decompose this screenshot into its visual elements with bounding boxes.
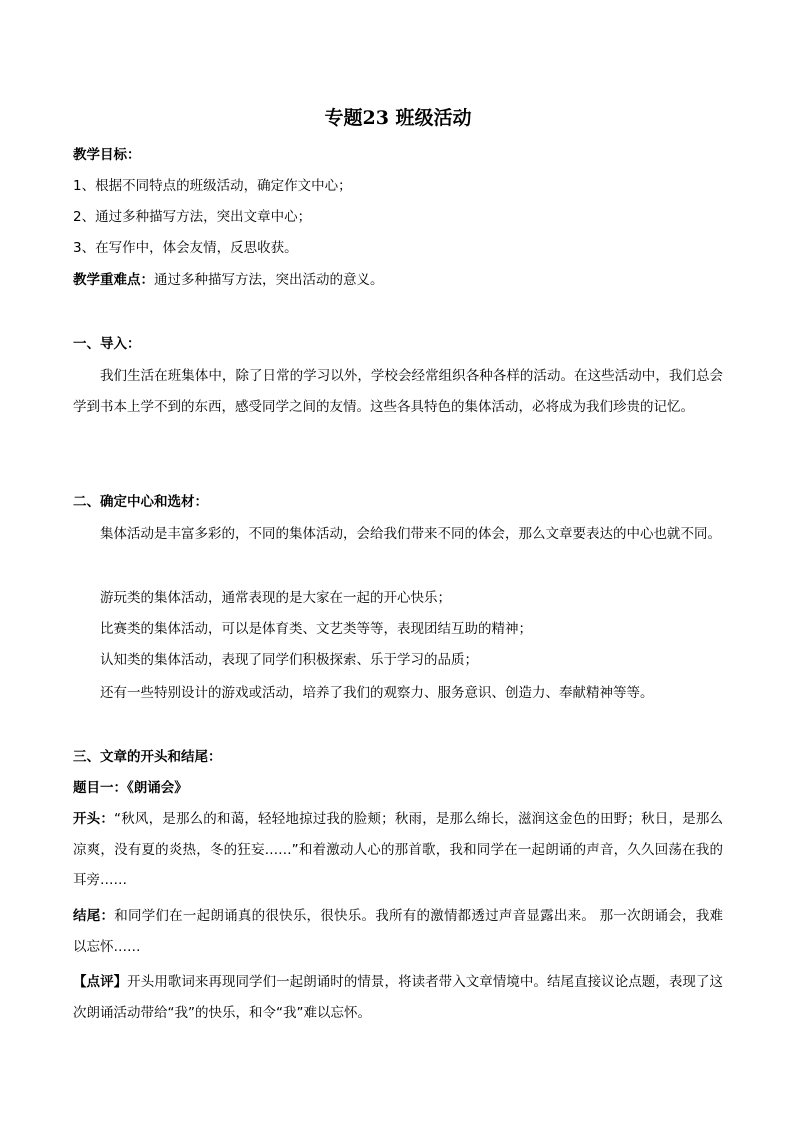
comment-paragraph xyxy=(73,967,723,1028)
key-points-label: 教学重难点： xyxy=(73,272,154,288)
section1-paragraph: 我们生活在班集体中，除了日常的学习以外，学校会经常组织各种各样的活动。在这些活动中，我们总会学到书本上学不到的东西，感受同学之间的友情。这些各具特色的集体活动，必将成为我们珍贵的记忆。 xyxy=(73,368,723,415)
section2-item: 认知类的集体活动，表现了同学们积极探索、乐于学习的品质； xyxy=(100,652,478,668)
topic-label: 题目一： xyxy=(73,780,127,796)
objective-item: 1、根据不同特点的班级活动，确定作文中心； xyxy=(73,178,352,194)
objective-item: 2、通过多种描写方法，突出文章中心； xyxy=(73,209,312,225)
opening-label: 开头： xyxy=(73,811,115,827)
section2-item: 游玩类的集体活动，通常表现的是大家在一起的开心快乐； xyxy=(100,590,451,606)
topic-title: 《朗诵会》 xyxy=(127,780,188,796)
key-points-text: 通过多种描写方法，突出活动的意义。 xyxy=(154,272,384,288)
section1-heading: 一、导入： xyxy=(73,336,141,352)
document-title: 专题23 班级活动 xyxy=(324,107,472,129)
section2-heading: 二、确定中心和选材： xyxy=(73,494,208,510)
comment-label: 【点评】 xyxy=(73,974,128,990)
objective-item: 3、在写作中，体会友情，反思收获。 xyxy=(73,240,298,256)
opening-paragraph xyxy=(73,804,723,896)
ending-label: 结尾： xyxy=(73,908,115,924)
objectives-heading: 教学目标： xyxy=(73,147,141,163)
section2-intro: 集体活动是丰富多彩的，不同的集体活动，会给我们带来不同的体会，那么文章要表达的中心也就不同。 xyxy=(100,526,721,542)
section3-heading: 三、文章的开头和结尾： xyxy=(73,749,222,765)
key-points xyxy=(73,270,384,290)
topic-line xyxy=(73,778,188,798)
comment-text: 开头用歌词来再现同学们一起朗诵时的情景，将读者带入文章情境中。结尾直接议论点题，表现了这次朗诵活动带给“我”的快乐，和令“我”难以忘怀。 xyxy=(73,974,724,1021)
ending-paragraph xyxy=(73,901,723,962)
section2-item: 比赛类的集体活动，可以是体育类、文艺类等等，表现团结互助的精神； xyxy=(100,621,532,637)
section2-item: 还有一些特别设计的游戏或活动，培养了我们的观察力、服务意识、创造力、奉献精神等等。 xyxy=(100,685,654,701)
ending-text: 和同学们在一起朗诵真的很快乐，很快乐。我所有的激情都透过声音显露出来。 那一次朗诵会，我难以忘怀…… xyxy=(73,908,723,955)
opening-text: “秋风，是那么的和蔼，轻轻地掠过我的脸颊；秋雨，是那么绵长，滋润这金色的田野；秋日，是那么凉爽，没有夏的炎热，冬的狂妄……”和着激动人心的那首歌，我和同学在一起朗诵的声音，久久回荡在我的耳旁…… xyxy=(73,811,723,888)
